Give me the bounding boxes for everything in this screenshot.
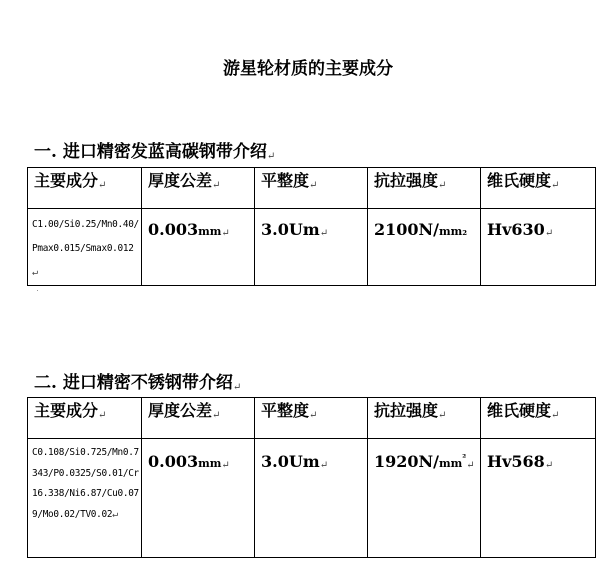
paragraph-mark-icon: ↵: [221, 228, 230, 239]
header-tensile-strength: 抗拉强度↵: [368, 398, 481, 439]
paragraph-mark-icon: ↵: [98, 180, 107, 191]
stray-dot: [37, 290, 38, 291]
paragraph-mark-icon: ↵: [266, 151, 276, 162]
document-title: 游星轮材质的主要成分: [223, 59, 393, 79]
paragraph-mark-icon: ↵: [32, 267, 38, 278]
header-composition: 主要成分↵: [28, 168, 142, 209]
paragraph-mark-icon: ↵: [438, 180, 447, 191]
paragraph-mark-icon: ↵: [112, 508, 118, 520]
paragraph-mark-icon: ↵: [319, 228, 329, 239]
section-2-heading-text: 二. 进口精密不锈钢带介绍: [34, 373, 233, 393]
paragraph-mark-icon: ↵: [309, 410, 318, 421]
header-flatness: 平整度↵: [255, 168, 368, 209]
flatness-cell: 3.0Um↵: [255, 439, 368, 558]
paragraph-mark-icon: ↵: [212, 180, 221, 191]
table-row: [28, 209, 596, 286]
paragraph-mark-icon: ↵: [98, 410, 107, 421]
section-2-heading: [34, 368, 241, 393]
paragraph-mark-icon: ↵: [212, 410, 221, 421]
tensile-strength-cell: $1920N/mm^{^2}↵$: [368, 439, 481, 558]
tensile-strength-cell: 2100N/mm₂: [368, 209, 481, 286]
paragraph-mark-icon: ↵: [551, 180, 560, 191]
composition-cell: C1.00/Si0.25/Mn0.40/Pmax0.015/Smax0.012↵: [28, 209, 142, 286]
paragraph-mark-icon: ↵: [221, 460, 230, 471]
table-header-row: [28, 168, 596, 209]
thickness-tolerance-cell: 0.003mm↵: [142, 209, 255, 286]
paragraph-mark-icon: ↵: [551, 410, 560, 421]
section-1-heading-text: 一. 进口精密发蓝高碳钢带介绍: [34, 142, 267, 162]
paragraph-mark-icon: ↵: [309, 180, 318, 191]
header-thickness-tolerance: 厚度公差↵: [142, 398, 255, 439]
thickness-tolerance-cell: 0.003mm↵: [142, 439, 255, 558]
composition-cell: C0.108/Si0.725/Mn0.7343/P0.0325/S0.01/Cr16.338/Ni6.87/Cu0.079/Mo0.02/TV0.02↵: [28, 439, 142, 558]
header-flatness: 平整度↵: [255, 398, 368, 439]
vickers-hardness-cell: Hv630↵: [481, 209, 596, 286]
header-vickers-hardness: 维氏硬度↵: [481, 398, 596, 439]
paragraph-mark-icon: ↵: [438, 410, 447, 421]
stainless-steel-spec-table: [27, 397, 596, 558]
table-header-row: [28, 398, 596, 439]
vickers-hardness-cell: Hv568↵: [481, 439, 596, 558]
header-composition: 主要成分↵: [28, 398, 142, 439]
paragraph-mark-icon: ↵: [232, 382, 242, 393]
flatness-cell: 3.0Um↵: [255, 209, 368, 286]
table-row: [28, 439, 596, 558]
paragraph-mark-icon: ↵: [544, 460, 554, 471]
header-tensile-strength: 抗拉强度↵: [368, 168, 481, 209]
paragraph-mark-icon: ↵: [544, 228, 554, 239]
paragraph-mark-icon: ↵: [319, 460, 329, 471]
section-1-heading: [34, 137, 275, 162]
paragraph-mark-icon: ↵: [466, 460, 475, 471]
carbon-steel-spec-table: [27, 167, 596, 286]
header-thickness-tolerance: 厚度公差↵: [142, 168, 255, 209]
header-vickers-hardness: 维氏硬度↵: [481, 168, 596, 209]
